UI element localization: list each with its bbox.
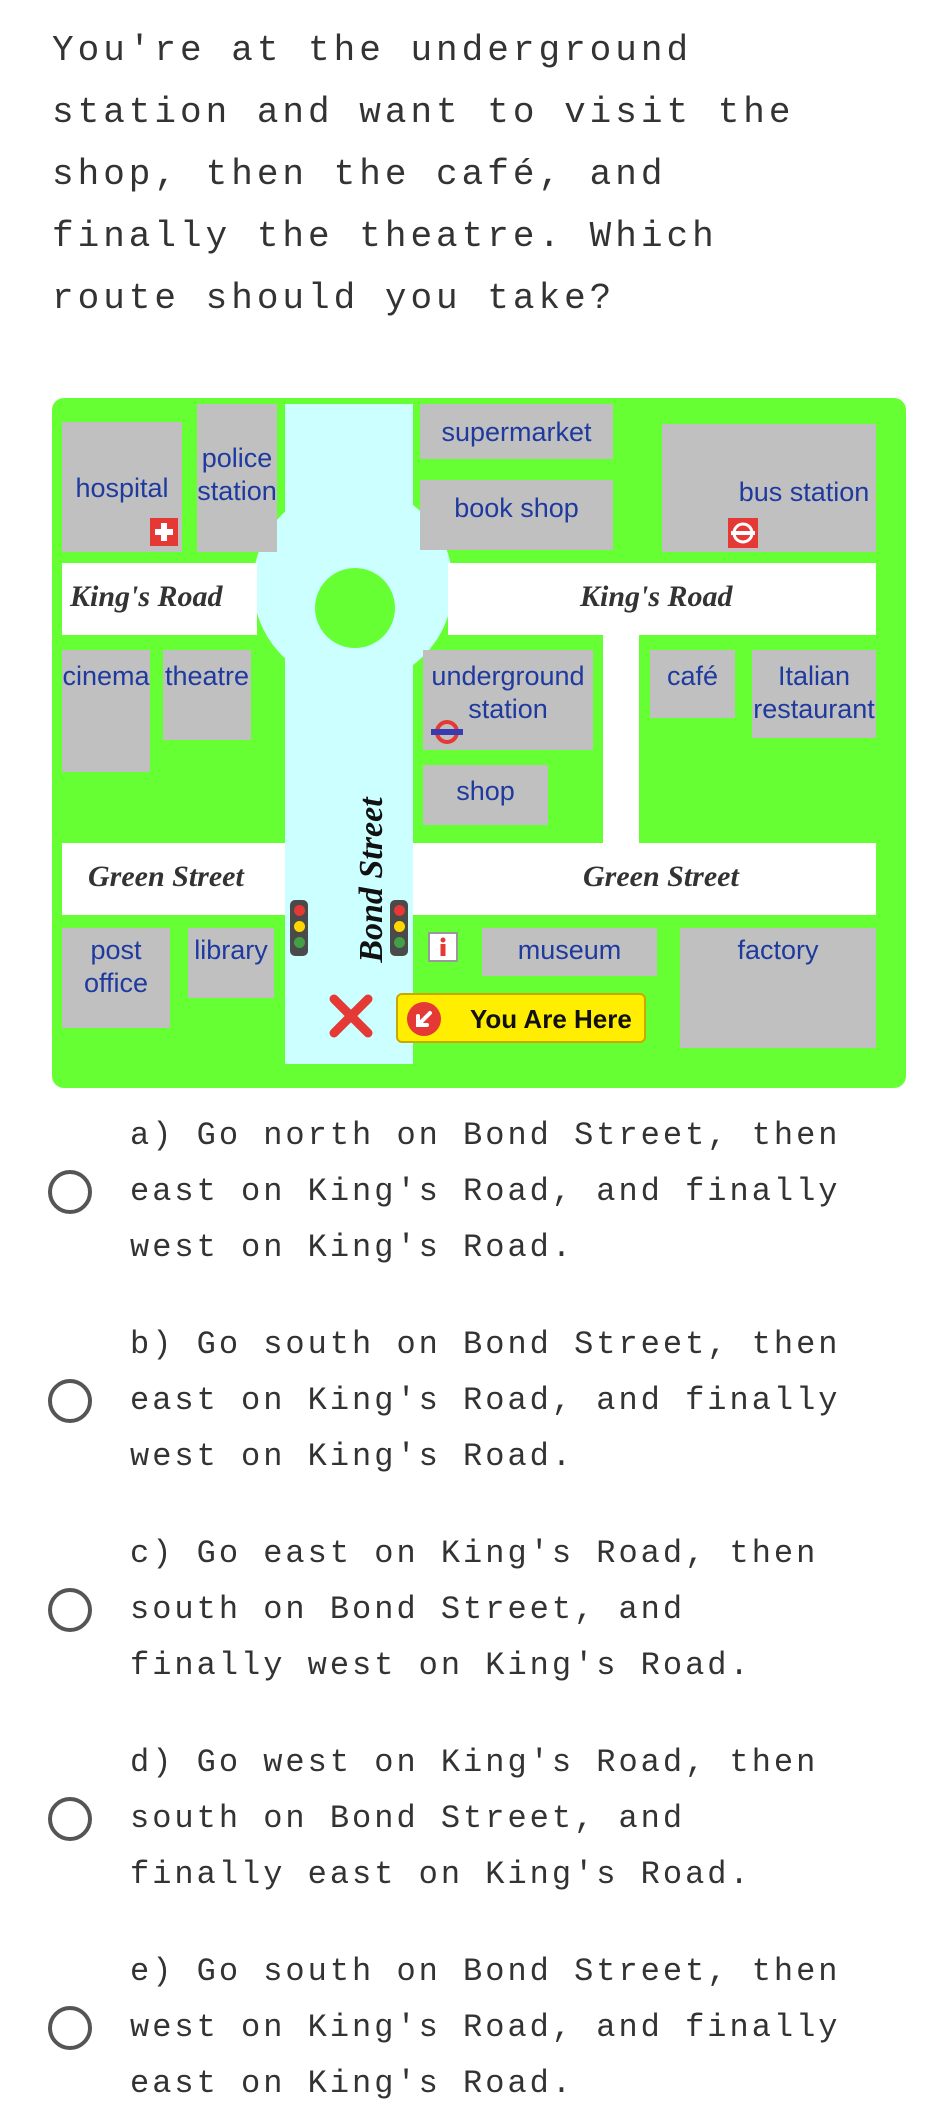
question-line: route should you take? xyxy=(52,278,616,319)
green-street-east-label: Green Street xyxy=(583,860,739,893)
option-line: south on Bond Street, and xyxy=(130,1591,686,1628)
factory-label: factory xyxy=(737,935,819,965)
option-line: d) Go west on King's Road, then xyxy=(130,1744,819,1781)
green-street-west-label: Green Street xyxy=(88,860,244,893)
museum-building xyxy=(482,928,657,976)
answer-option-e[interactable] xyxy=(0,1944,940,2124)
italian-restaurant-label: Italian restaurant xyxy=(753,661,875,724)
option-line: west on King's Road, and finally xyxy=(130,2009,841,2046)
answer-option-c[interactable] xyxy=(0,1526,940,1706)
theatre-building xyxy=(163,650,251,740)
police-station-label: police station xyxy=(197,443,277,506)
option-text[interactable] xyxy=(130,1944,910,2112)
question-line: You're at the underground xyxy=(52,30,693,71)
option-line: a) Go north on Bond Street, then xyxy=(130,1117,841,1154)
option-line: e) Go south on Bond Street, then xyxy=(130,1953,841,1990)
factory-building xyxy=(680,928,876,1048)
book-shop-building xyxy=(420,480,613,550)
italian-restaurant-building xyxy=(752,650,876,738)
radio-button[interactable] xyxy=(48,2006,92,2050)
cafe-label: café xyxy=(666,661,719,691)
cinema-label: cinema xyxy=(62,661,150,691)
option-line: west on King's Road. xyxy=(130,1229,575,1266)
bus-sign-icon xyxy=(728,518,758,548)
x-marker-icon xyxy=(328,993,374,1039)
option-line: c) Go east on King's Road, then xyxy=(130,1535,819,1572)
bus-station-label: bus station xyxy=(738,477,870,507)
radio-button[interactable] xyxy=(48,1797,92,1841)
theatre-label: theatre xyxy=(164,661,250,691)
option-text[interactable] xyxy=(130,1526,910,1694)
bond-street-label: Bond Street xyxy=(353,797,390,963)
roundabout-island xyxy=(315,568,395,648)
option-line: east on King's Road, and finally xyxy=(130,1173,841,1210)
police-station-building xyxy=(197,404,277,552)
arrow-marker-icon xyxy=(406,1001,442,1037)
option-line: east on King's Road. xyxy=(130,2065,575,2102)
supermarket-label: supermarket xyxy=(441,417,592,447)
question-line: shop, then the café, and xyxy=(52,154,667,195)
library-label: library xyxy=(194,935,268,965)
shop-label: shop xyxy=(456,776,515,806)
post-office-label: post office xyxy=(83,935,149,998)
underground-station-label: underground station xyxy=(431,661,585,724)
radio-button[interactable] xyxy=(48,1170,92,1214)
answer-option-a[interactable] xyxy=(0,1108,940,1288)
first-aid-icon xyxy=(150,518,178,546)
traffic-light-icon xyxy=(290,900,308,956)
kings-road-west-label: King's Road xyxy=(70,580,223,613)
underground-sign-icon xyxy=(430,718,464,746)
side-street-road xyxy=(603,635,639,843)
cinema-building xyxy=(62,650,150,772)
option-text[interactable] xyxy=(130,1735,910,1903)
radio-button[interactable] xyxy=(48,1379,92,1423)
traffic-light-icon xyxy=(390,900,408,956)
option-line: finally east on King's Road. xyxy=(130,1856,752,1893)
answer-option-d[interactable] xyxy=(0,1735,940,1915)
option-line: finally west on King's Road. xyxy=(130,1647,752,1684)
option-line: south on Bond Street, and xyxy=(130,1800,686,1837)
kings-road-east-label: King's Road xyxy=(580,580,733,613)
book-shop-label: book shop xyxy=(454,493,579,523)
library-building xyxy=(188,928,274,998)
hospital-label: hospital xyxy=(75,473,169,503)
answer-option-b[interactable] xyxy=(0,1317,940,1497)
option-line: b) Go south on Bond Street, then xyxy=(130,1326,841,1363)
supermarket-building xyxy=(420,404,613,459)
question-line: station and want to visit the xyxy=(52,92,795,133)
bus-station-building xyxy=(662,424,876,552)
you-are-here-sign xyxy=(396,993,646,1043)
option-text[interactable] xyxy=(130,1317,910,1485)
option-line: west on King's Road. xyxy=(130,1438,575,1475)
info-icon xyxy=(428,932,458,962)
museum-label: museum xyxy=(517,935,622,965)
option-line: east on King's Road, and finally xyxy=(130,1382,841,1419)
you-are-here-label: You Are Here xyxy=(470,1004,632,1034)
cafe-building xyxy=(650,650,735,718)
post-office-building xyxy=(62,928,170,1028)
radio-button[interactable] xyxy=(48,1588,92,1632)
option-text[interactable] xyxy=(130,1108,910,1276)
shop-building xyxy=(423,765,548,825)
question-text xyxy=(52,20,892,330)
question-line: finally the theatre. Which xyxy=(52,216,718,257)
